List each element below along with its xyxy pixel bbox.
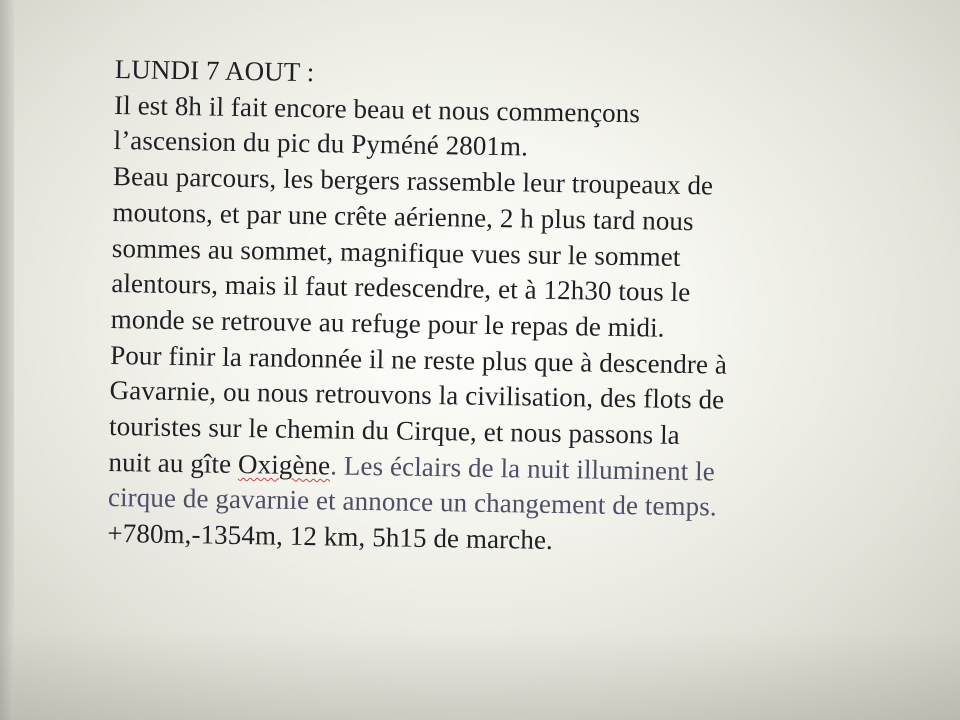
misspelled-word[interactable]: Oxigène xyxy=(237,448,331,481)
document-line: moutons, et par une crête aérienne, 2 h plus tard nous xyxy=(112,196,694,236)
document-line: l’ascension du pic du Pyméné 2801m. xyxy=(113,125,529,162)
document-line: alentours, mais il faut redescendre, et à 12h30 tous le xyxy=(111,268,691,308)
document-line: Il est 8h il fait encore beau et nous commençons xyxy=(113,89,641,128)
screen-shadow xyxy=(0,630,960,720)
line-prefix: nuit au gîte xyxy=(108,446,239,479)
document-heading: LUNDI 7 AOUT : xyxy=(114,53,315,88)
document-line: sommes au sommet, magnifique vues sur le sommet xyxy=(111,232,681,272)
line-suffix: . Les éclairs de la nuit illuminent le xyxy=(330,450,716,487)
document-text-block xyxy=(107,52,915,564)
document-line: monde se retrouve au refuge pour le repas de midi. xyxy=(110,303,665,343)
document-line: Beau parcours, les bergers rassemble leur troupeaux de xyxy=(112,161,714,201)
document-line: Pour finir la randonnée il ne reste plus que à descendre à xyxy=(110,339,728,380)
document-line: cirque de gavarnie et annonce un changement de temps. xyxy=(107,482,717,522)
document-line: Gavarnie, ou nous retrouvons la civilisation, des flots de xyxy=(109,375,725,415)
document-line: touristes sur le chemin du Cirque, et nous passons la xyxy=(108,410,681,450)
monitor-bezel-edge xyxy=(0,0,14,720)
document-summary-line: +780m,-1354m, 12 km, 5h15 de marche. xyxy=(107,518,554,556)
